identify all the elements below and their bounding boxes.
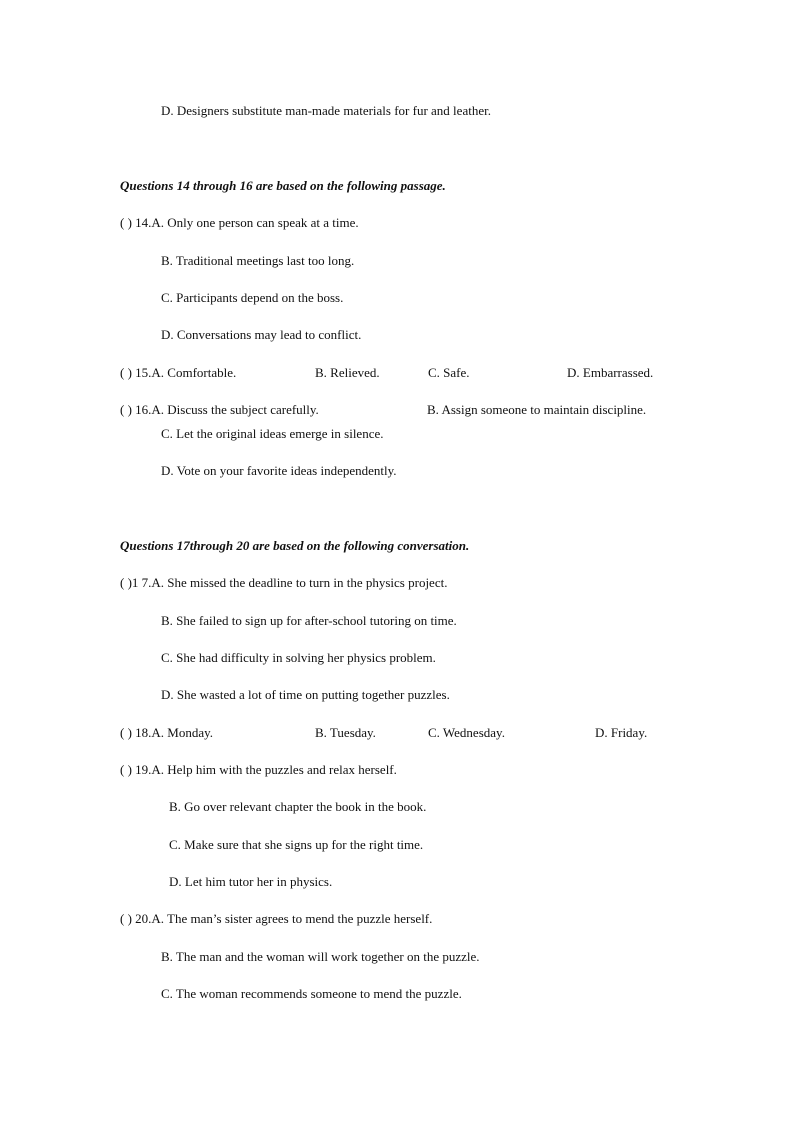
q15-stem-option-a: ( ) 15.A. Comfortable. [120, 365, 237, 380]
q20-option-c: C. The woman recommends someone to mend the puzzle. [161, 986, 462, 1001]
q13-option-d: D. Designers substitute man-made materials for fur and leather. [161, 103, 491, 118]
q15-option-d: D. Embarrassed. [567, 365, 654, 380]
q15-option-b: B. Relieved. [315, 365, 380, 380]
section-heading-conversation: Questions 17through 20 are based on the following conversation. [120, 538, 470, 553]
q18-option-c: C. Wednesday. [428, 725, 505, 740]
q17-stem-option-a: ( )1 7.A. She missed the deadline to turn in the physics project. [120, 575, 448, 590]
q16-option-d: D. Vote on your favorite ideas independently. [161, 463, 397, 478]
q18-stem-option-a: ( ) 18.A. Monday. [120, 725, 214, 740]
q14-option-b: B. Traditional meetings last too long. [161, 253, 355, 268]
q14-option-d: D. Conversations may lead to conflict. [161, 327, 362, 342]
q20-option-b: B. The man and the woman will work together on the puzzle. [161, 949, 480, 964]
q14-option-c: C. Participants depend on the boss. [161, 290, 344, 305]
q19-stem-option-a: ( ) 19.A. Help him with the puzzles and relax herself. [120, 762, 397, 777]
q19-option-c: C. Make sure that she signs up for the right time. [169, 837, 424, 852]
q14-stem-option-a: ( ) 14.A. Only one person can speak at a time. [120, 215, 359, 230]
q16-option-b: B. Assign someone to maintain discipline. [427, 402, 647, 417]
q15-option-c: C. Safe. [428, 365, 470, 380]
q16-stem-option-a: ( ) 16.A. Discuss the subject carefully. [120, 402, 319, 417]
q19-option-b: B. Go over relevant chapter the book in the book. [169, 799, 427, 814]
q17-option-d: D. She wasted a lot of time on putting together puzzles. [161, 687, 450, 702]
q17-option-b: B. She failed to sign up for after-school tutoring on time. [161, 613, 457, 628]
section-heading-passage: Questions 14 through 16 are based on the following passage. [120, 178, 446, 193]
q17-option-c: C. She had difficulty in solving her physics problem. [161, 650, 436, 665]
q18-option-d: D. Friday. [595, 725, 648, 740]
q19-option-d: D. Let him tutor her in physics. [169, 874, 333, 889]
q18-option-b: B. Tuesday. [315, 725, 376, 740]
q20-stem-option-a: ( ) 20.A. The man’s sister agrees to mend the puzzle herself. [120, 911, 433, 926]
q16-option-c: C. Let the original ideas emerge in silence. [161, 426, 384, 441]
